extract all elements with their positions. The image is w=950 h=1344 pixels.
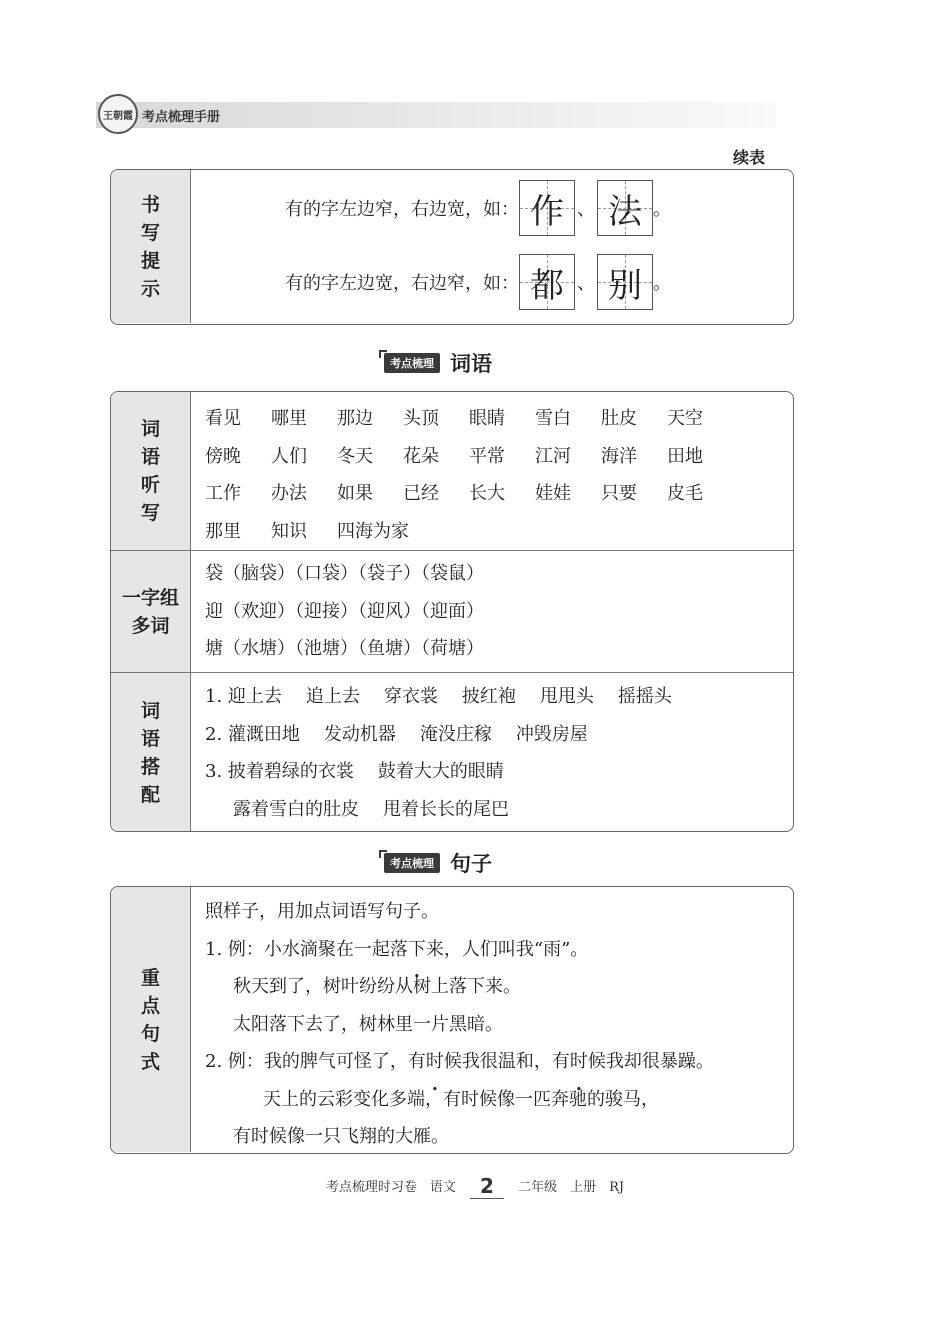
dictation-words <box>191 392 793 550</box>
word: 办法 <box>271 483 307 504</box>
section-title-sentences: 考点梳理 句子 <box>384 848 492 878</box>
instruction: 照样子，用加点词语写句子。 <box>205 901 439 922</box>
example-1: 1. 例：小水滴聚在一起落下来，人们叫我“雨”。 <box>205 931 793 969</box>
word: 肚皮 <box>601 408 637 429</box>
word: 花朵 <box>403 445 439 467</box>
writing-tips-table <box>110 169 794 325</box>
emphasized-word: 落下来 <box>389 938 444 960</box>
word: 平常 <box>469 445 505 467</box>
word-group-line: 袋（脑袋）（口袋）（袋子）（袋鼠） <box>205 563 484 584</box>
word: 江河 <box>535 445 571 467</box>
word: 海洋 <box>601 445 637 467</box>
word: 四海为家 <box>337 520 409 542</box>
word: 长大 <box>469 483 505 504</box>
collocations-label: 词 语 搭 配 <box>111 673 191 832</box>
word: 田地 <box>667 445 703 467</box>
word: 看见 <box>205 408 241 429</box>
answer-sentence: 秋天到了，树叶纷纷从树上落下来。 <box>233 976 521 997</box>
dictation-label: 词 语 听 写 <box>111 392 191 550</box>
word: 头顶 <box>403 408 439 429</box>
logo: 王朝霞 <box>98 94 138 134</box>
tip-line-2: 有的字左边宽，右边窄，如： 都 、 别 。 <box>285 254 671 310</box>
char-box: 法 <box>597 180 653 236</box>
word: 哪里 <box>271 408 307 429</box>
word: 傍晚 <box>205 445 241 467</box>
emphasized-word: 有时候 <box>407 1051 462 1072</box>
section-tag: 考点梳理 <box>384 353 440 373</box>
word: 眼睛 <box>469 408 505 429</box>
sentences-content <box>191 887 793 1152</box>
answer-sentence: 天上的云彩变化多端，有时候像一匹奔驰的骏马， <box>263 1088 659 1110</box>
word: 冬天 <box>337 445 373 467</box>
example-2: 2. 例：我的脾气可怪了，有时候我很温和，有时候我却很暴躁。 <box>205 1043 793 1081</box>
word: 知识 <box>271 520 307 542</box>
word: 皮毛 <box>667 483 703 504</box>
collocation-line: 1. 迎上去 追上去 穿衣裳 披红袍 甩甩头 摇摇头 <box>205 686 672 707</box>
char-box: 作 <box>519 180 575 236</box>
tip-line-1: 有的字左边窄，右边宽，如： 作 、 法 。 <box>285 180 671 236</box>
answer-sentence: 太阳落下去了，树林里一片黑暗。 <box>233 1013 503 1035</box>
word: 只要 <box>601 483 637 504</box>
writing-tips-label: 书 写 提 示 <box>111 170 191 323</box>
collocation-line: 3. 披着碧绿的衣裳 鼓着大大的眼睛 <box>205 761 504 782</box>
words-table <box>110 391 794 832</box>
continued-label: 续表 <box>733 148 766 167</box>
word-group-line: 迎（欢迎）（迎接）（迎风）（迎面） <box>205 600 484 622</box>
word: 天空 <box>667 408 703 429</box>
sentences-table <box>110 886 794 1154</box>
word: 那里 <box>205 520 241 542</box>
word: 雪白 <box>535 408 571 429</box>
collocation-line: 露着雪白的肚皮 甩着长长的尾巴 <box>233 798 509 820</box>
answer-sentence: 有时候像一只飞翔的大雁。 <box>233 1126 449 1147</box>
word-groups-label: 一字组 多词 <box>111 551 191 672</box>
word: 如果 <box>337 483 373 504</box>
word: 工作 <box>205 483 241 504</box>
page-number: 2 <box>470 1174 504 1199</box>
sentences-label: 重 点 句 式 <box>111 887 191 1152</box>
word: 娃娃 <box>535 483 571 504</box>
collocations-content <box>191 673 793 832</box>
word-groups-content <box>191 551 793 672</box>
collocation-line: 2. 灌溉田地 发动机器 淹没庄稼 冲毁房屋 <box>205 723 588 745</box>
word: 人们 <box>271 445 307 467</box>
word-group-line: 塘（水塘）（池塘）（鱼塘）（荷塘） <box>205 638 484 659</box>
char-box: 别 <box>597 254 653 310</box>
word: 那边 <box>337 408 373 429</box>
header-title: 考点梳理手册 <box>142 110 221 125</box>
footer: 考点梳理时习卷 语文 2 二年级 上册 RJ <box>325 1174 625 1198</box>
emphasized-word: 有时候 <box>551 1051 606 1072</box>
section-tag: 考点梳理 <box>384 853 440 873</box>
word: 已经 <box>403 483 439 504</box>
char-box: 都 <box>519 254 575 310</box>
section-title-words: 考点梳理 词语 <box>384 348 492 378</box>
